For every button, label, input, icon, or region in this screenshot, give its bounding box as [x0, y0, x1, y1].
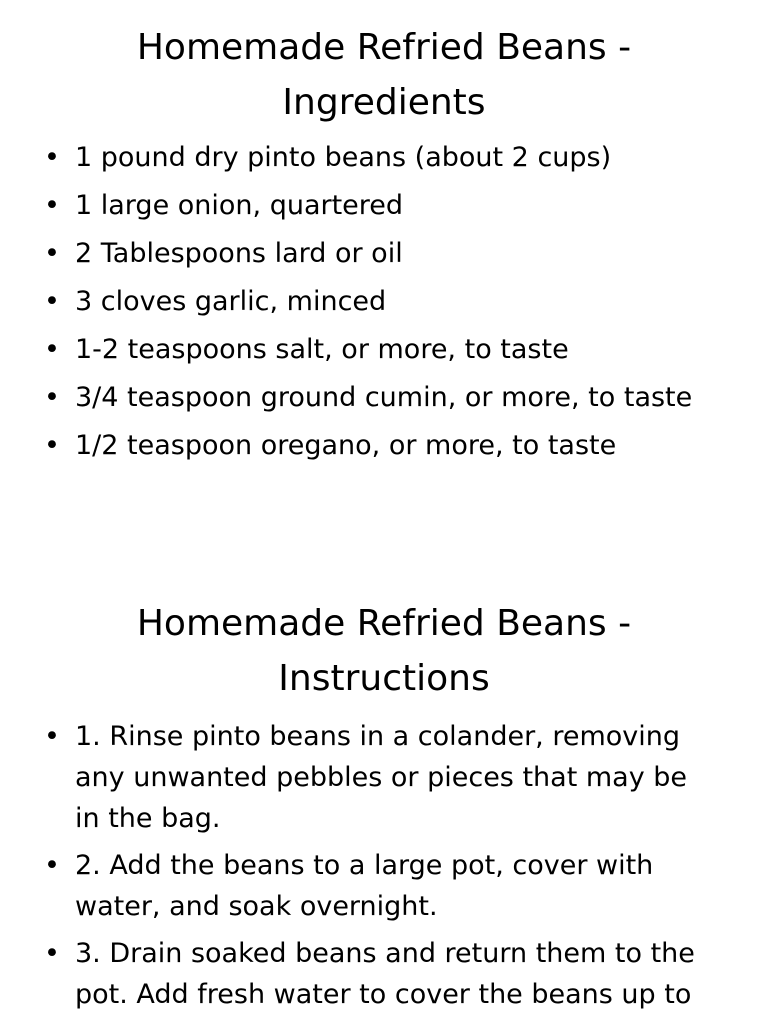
ingredient-text: 2 Tablespoons lard or oil [75, 238, 403, 269]
ingredient-text: 1/2 teaspoon oregano, or more, to taste [75, 430, 617, 461]
bullet-icon: • [44, 721, 60, 752]
ingredient-text: 1 large onion, quartered [75, 190, 404, 221]
ingredients-title: Homemade Refried Beans - Ingredients [136, 27, 632, 123]
instruction-text: 3. Drain soaked beans and return them to the pot. Add fresh water to cover the beans up to [75, 938, 695, 1010]
list-item [0, 426, 768, 466]
ingredients-list [0, 138, 768, 466]
list-item [0, 186, 768, 226]
ingredient-text: 3 cloves garlic, minced [75, 286, 387, 317]
bullet-icon: • [44, 382, 60, 413]
bullet-icon: • [44, 238, 60, 269]
list-item [0, 234, 768, 274]
list-item [0, 138, 768, 178]
bullet-icon: • [44, 938, 60, 969]
instruction-text: 1. Rinse pinto beans in a colander, removing any unwanted pebbles or pieces that may be in the bag. [75, 721, 688, 834]
list-item [0, 716, 768, 839]
list-item [0, 933, 768, 1015]
list-item [0, 378, 768, 418]
bullet-icon: • [44, 430, 60, 461]
ingredient-text: 3/4 teaspoon ground cumin, or more, to taste [75, 382, 693, 413]
bullet-icon: • [44, 286, 60, 317]
instructions-list [0, 716, 768, 1015]
bullet-icon: • [44, 142, 60, 173]
instructions-title: Homemade Refried Beans - Instructions [136, 603, 632, 699]
instruction-text: 2. Add the beans to a large pot, cover with water, and soak overnight. [75, 850, 654, 922]
instructions-section [0, 596, 768, 1021]
ingredient-text: 1 pound dry pinto beans (about 2 cups) [75, 142, 612, 173]
list-item [0, 282, 768, 322]
bullet-icon: • [44, 190, 60, 221]
list-item [0, 845, 768, 927]
bullet-icon: • [44, 850, 60, 881]
list-item [0, 330, 768, 370]
bullet-icon: • [44, 334, 60, 365]
ingredients-section [0, 20, 768, 474]
ingredient-text: 1-2 teaspoons salt, or more, to taste [75, 334, 569, 365]
